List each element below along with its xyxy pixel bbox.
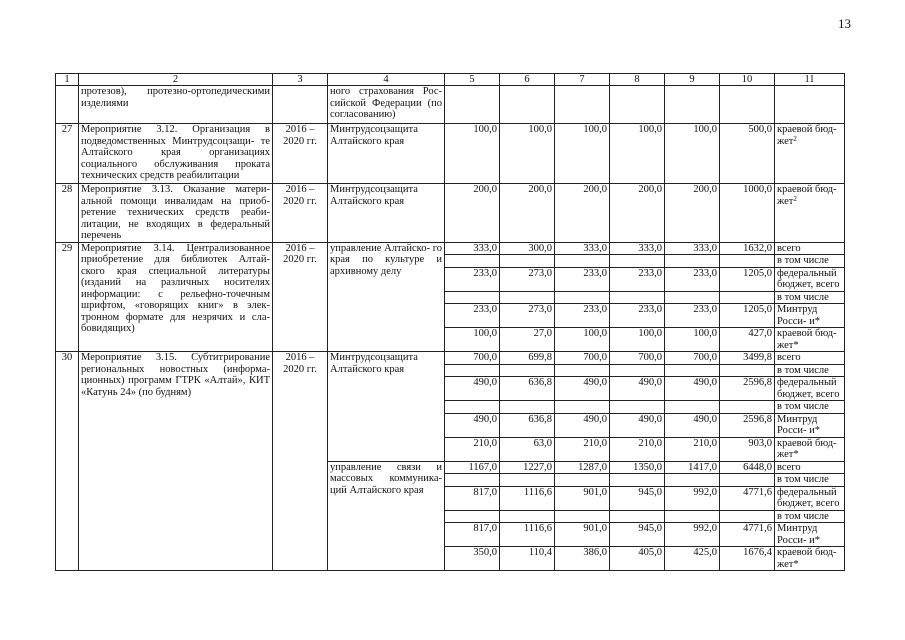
value-cell: 200,0 xyxy=(665,184,720,243)
value-cell: 490,0 xyxy=(610,377,665,401)
value-cell xyxy=(500,364,555,377)
value-cell xyxy=(500,291,555,304)
funding-source xyxy=(775,124,845,184)
funding-source: в том числе xyxy=(775,474,845,487)
measure-name: Мероприятие 3.12. Организация в подведомственных Минтрудсоцзащи- те Алтайского края организациях социального обслуживания проката технических средств реабилитации xyxy=(79,124,273,184)
value-cell: 233,0 xyxy=(445,267,500,291)
executor: Минтрудсоцзащита Алтайского края xyxy=(328,124,445,184)
funding-source-label: краевой бюд- жет xyxy=(777,124,837,147)
value-cell xyxy=(720,86,775,124)
value-cell: 100,0 xyxy=(610,124,665,184)
value-cell: 333,0 xyxy=(445,242,500,255)
value-cell: 901,0 xyxy=(555,486,610,510)
executor: управление связи и массовых коммуника- ций Алтайского края xyxy=(328,461,445,571)
value-cell: 4771,6 xyxy=(720,523,775,547)
value-cell: 233,0 xyxy=(610,267,665,291)
measure-name: Мероприятие 3.13. Оказание матери- альной помощи инвалидам на приоб- ретение технических средств реаби- литации, не входящих в федеральный перечень xyxy=(79,184,273,243)
row-number: 27 xyxy=(56,124,79,184)
value-cell: 1632,0 xyxy=(720,242,775,255)
value-cell: 1205,0 xyxy=(720,267,775,291)
funding-source xyxy=(775,184,845,243)
funding-source: федеральный бюджет, всего xyxy=(775,267,845,291)
value-cell: 233,0 xyxy=(665,267,720,291)
funding-source: федеральный бюджет, всего xyxy=(775,377,845,401)
value-cell xyxy=(445,86,500,124)
value-cell xyxy=(555,255,610,268)
value-cell: 63,0 xyxy=(500,437,555,461)
continuation-row xyxy=(56,86,845,124)
value-cell: 3499,8 xyxy=(720,352,775,365)
value-cell xyxy=(610,86,665,124)
value-cell xyxy=(610,474,665,487)
value-cell: 945,0 xyxy=(610,486,665,510)
value-cell: 1350,0 xyxy=(610,461,665,474)
funding-source: федеральный бюджет, всего xyxy=(775,486,845,510)
value-cell xyxy=(555,510,610,523)
measure-name: Мероприятие 3.14. Централизованное приобретение для библиотек Алтай- ского края специальной литературы (изданий на различных носителях информации: с рельефно-точечным шрифтом, «говорящих книг» в элек- тронном формате для незрячих и сла- бовидящих) xyxy=(79,242,273,352)
value-cell xyxy=(720,364,775,377)
row-number: 29 xyxy=(56,242,79,352)
value-cell: 405,0 xyxy=(610,547,665,571)
value-cell: 1116,6 xyxy=(500,523,555,547)
value-cell: 6448,0 xyxy=(720,461,775,474)
value-cell: 1116,6 xyxy=(500,486,555,510)
value-cell xyxy=(610,401,665,414)
period: 2016 – 2020 гг. xyxy=(273,184,328,243)
value-cell: 110,4 xyxy=(500,547,555,571)
value-cell xyxy=(665,401,720,414)
value-cell xyxy=(610,510,665,523)
funding-source: всего xyxy=(775,352,845,365)
value-cell: 1167,0 xyxy=(445,461,500,474)
value-cell xyxy=(720,474,775,487)
value-cell xyxy=(500,474,555,487)
value-cell: 333,0 xyxy=(665,242,720,255)
value-cell xyxy=(500,255,555,268)
value-cell xyxy=(445,474,500,487)
value-cell xyxy=(445,291,500,304)
value-cell xyxy=(500,510,555,523)
funding-source: в том числе xyxy=(775,255,845,268)
value-cell xyxy=(665,86,720,124)
value-cell: 1000,0 xyxy=(720,184,775,243)
value-cell xyxy=(610,255,665,268)
value-cell: 490,0 xyxy=(445,413,500,437)
value-cell: 490,0 xyxy=(445,377,500,401)
value-cell xyxy=(610,364,665,377)
value-cell: 233,0 xyxy=(555,304,610,328)
value-cell: 500,0 xyxy=(720,124,775,184)
value-cell xyxy=(555,364,610,377)
value-cell: 27,0 xyxy=(500,328,555,352)
value-cell xyxy=(500,401,555,414)
funding-source: всего xyxy=(775,461,845,474)
value-cell: 2596,8 xyxy=(720,377,775,401)
value-cell: 210,0 xyxy=(555,437,610,461)
row-number: 30 xyxy=(56,352,79,571)
column-header: 1 xyxy=(56,74,79,86)
value-cell: 4771,6 xyxy=(720,486,775,510)
value-cell: 100,0 xyxy=(665,328,720,352)
column-header: 7 xyxy=(555,74,610,86)
measure-name: протезов), протезно-ортопедическими изделиями xyxy=(79,86,273,124)
period: 2016 – 2020 гг. xyxy=(273,242,328,352)
value-cell xyxy=(445,364,500,377)
column-header: 4 xyxy=(328,74,445,86)
value-cell xyxy=(555,291,610,304)
funding-source: краевой бюд- жет* xyxy=(775,547,845,571)
funding-source: Минтруд Росси- и* xyxy=(775,304,845,328)
value-cell xyxy=(555,401,610,414)
funding-source: всего xyxy=(775,242,845,255)
value-cell: 636,8 xyxy=(500,413,555,437)
value-cell: 100,0 xyxy=(555,124,610,184)
value-cell: 700,0 xyxy=(445,352,500,365)
value-cell: 210,0 xyxy=(610,437,665,461)
value-cell: 100,0 xyxy=(665,124,720,184)
value-cell: 817,0 xyxy=(445,523,500,547)
executor: Минтрудсоцзащита Алтайского края xyxy=(328,352,445,462)
value-cell xyxy=(720,401,775,414)
value-cell: 333,0 xyxy=(610,242,665,255)
period: 2016 – 2020 гг. xyxy=(273,124,328,184)
value-cell: 901,0 xyxy=(555,523,610,547)
value-cell: 490,0 xyxy=(665,377,720,401)
value-cell: 1227,0 xyxy=(500,461,555,474)
value-cell: 490,0 xyxy=(610,413,665,437)
column-header: 11 xyxy=(775,74,845,86)
value-cell: 425,0 xyxy=(665,547,720,571)
value-cell xyxy=(665,255,720,268)
footnote-mark: 2 xyxy=(793,194,797,203)
table-row xyxy=(56,124,845,184)
value-cell: 700,0 xyxy=(665,352,720,365)
value-cell: 350,0 xyxy=(445,547,500,571)
value-cell: 1287,0 xyxy=(555,461,610,474)
column-header: 3 xyxy=(273,74,328,86)
funding-source-label: краевой бюд- жет xyxy=(777,184,837,207)
program-table xyxy=(55,73,845,571)
value-cell: 1676,4 xyxy=(720,547,775,571)
value-cell xyxy=(720,291,775,304)
value-cell: 700,0 xyxy=(610,352,665,365)
executor: ного страхования Рос- сийской Федерации (по согласованию) xyxy=(328,86,445,124)
value-cell: 386,0 xyxy=(555,547,610,571)
page-number: 13 xyxy=(838,16,851,31)
executor: Минтрудсоцзащита Алтайского края xyxy=(328,184,445,243)
value-cell: 210,0 xyxy=(665,437,720,461)
measure-name: Мероприятие 3.15. Субтитрирование региональных новостных (информа- ционных) программ ГТРК «Алтай», КИТ «Катунь 24» (по будням) xyxy=(79,352,273,571)
value-cell: 490,0 xyxy=(555,377,610,401)
funding-source: в том числе xyxy=(775,401,845,414)
value-cell: 1417,0 xyxy=(665,461,720,474)
value-cell: 210,0 xyxy=(445,437,500,461)
value-cell: 100,0 xyxy=(445,124,500,184)
value-cell xyxy=(445,255,500,268)
value-cell: 233,0 xyxy=(555,267,610,291)
value-cell xyxy=(665,474,720,487)
value-cell: 200,0 xyxy=(445,184,500,243)
period: 2016 – 2020 гг. xyxy=(273,352,328,571)
value-cell xyxy=(775,86,845,124)
value-cell xyxy=(720,255,775,268)
column-header: 5 xyxy=(445,74,500,86)
value-cell: 427,0 xyxy=(720,328,775,352)
table-row xyxy=(56,352,845,365)
column-header: 6 xyxy=(500,74,555,86)
value-cell xyxy=(665,364,720,377)
value-cell xyxy=(555,474,610,487)
value-cell xyxy=(500,86,555,124)
value-cell: 817,0 xyxy=(445,486,500,510)
header-row xyxy=(56,74,845,86)
value-cell: 273,0 xyxy=(500,267,555,291)
value-cell: 200,0 xyxy=(500,184,555,243)
row-number xyxy=(56,86,79,124)
value-cell: 233,0 xyxy=(610,304,665,328)
value-cell: 700,0 xyxy=(555,352,610,365)
column-header: 10 xyxy=(720,74,775,86)
value-cell: 636,8 xyxy=(500,377,555,401)
value-cell: 100,0 xyxy=(610,328,665,352)
value-cell: 300,0 xyxy=(500,242,555,255)
value-cell xyxy=(720,510,775,523)
value-cell: 992,0 xyxy=(665,523,720,547)
value-cell: 699,8 xyxy=(500,352,555,365)
value-cell: 945,0 xyxy=(610,523,665,547)
funding-source: краевой бюд- жет* xyxy=(775,437,845,461)
value-cell: 490,0 xyxy=(665,413,720,437)
value-cell xyxy=(665,510,720,523)
value-cell xyxy=(665,291,720,304)
value-cell: 2596,8 xyxy=(720,413,775,437)
funding-source: в том числе xyxy=(775,291,845,304)
funding-source: Минтруд Росси- и* xyxy=(775,413,845,437)
column-header: 2 xyxy=(79,74,273,86)
value-cell: 100,0 xyxy=(500,124,555,184)
value-cell: 233,0 xyxy=(665,304,720,328)
column-header: 9 xyxy=(665,74,720,86)
executor: управление Алтайско- го края по культуре и архивному делу xyxy=(328,242,445,352)
value-cell: 100,0 xyxy=(445,328,500,352)
value-cell: 200,0 xyxy=(555,184,610,243)
value-cell xyxy=(555,86,610,124)
table-row xyxy=(56,242,845,255)
column-header: 8 xyxy=(610,74,665,86)
value-cell: 200,0 xyxy=(610,184,665,243)
table-row xyxy=(56,184,845,243)
value-cell xyxy=(610,291,665,304)
value-cell: 233,0 xyxy=(445,304,500,328)
value-cell: 1205,0 xyxy=(720,304,775,328)
row-number: 28 xyxy=(56,184,79,243)
funding-source: Минтруд Росси- и* xyxy=(775,523,845,547)
funding-source: в том числе xyxy=(775,364,845,377)
value-cell: 490,0 xyxy=(555,413,610,437)
footnote-mark: 2 xyxy=(793,134,797,143)
value-cell xyxy=(445,510,500,523)
value-cell xyxy=(445,401,500,414)
funding-source: в том числе xyxy=(775,510,845,523)
period xyxy=(273,86,328,124)
value-cell: 333,0 xyxy=(555,242,610,255)
funding-source: краевой бюд- жет* xyxy=(775,328,845,352)
value-cell: 992,0 xyxy=(665,486,720,510)
value-cell: 903,0 xyxy=(720,437,775,461)
value-cell: 273,0 xyxy=(500,304,555,328)
value-cell: 100,0 xyxy=(555,328,610,352)
